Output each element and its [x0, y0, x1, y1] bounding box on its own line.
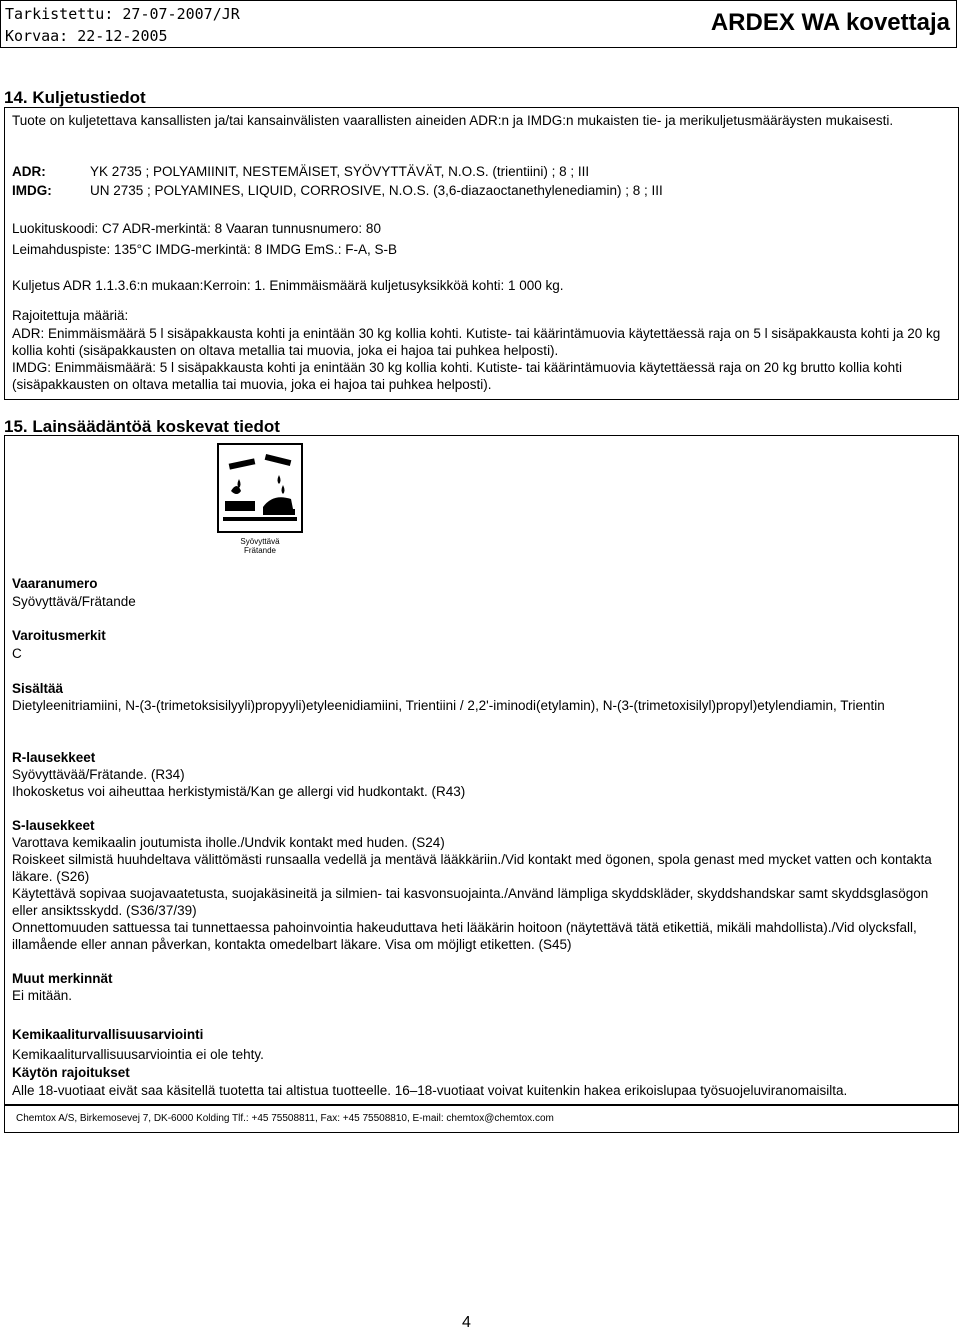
transport-intro: Tuote on kuljetettava kansallisten ja/tai kansainvälisten vaarallisten aineiden ADR:n ja IMDG:n mukaisten tie- ja merikuljetusmääräysten mukaisesti. — [12, 113, 894, 128]
product-title: ARDEX WA kovettaja — [710, 9, 950, 36]
other-markings-heading: Muut merkinnät — [12, 971, 113, 986]
corrosive-icon — [219, 445, 301, 531]
r-phrases-heading: R-lausekkeet — [12, 750, 96, 765]
warning-signs-value: C — [12, 646, 22, 661]
pictogram-label-sv: Frätande — [243, 546, 277, 555]
s-phrase: Roiskeet silmistä huuhdeltava välittömästi runsaalla vedellä ja mentävä lääkkäriin./Vid kontakt med ögonen, spola genast med mycket vatten och kontakta läkare. (S26) — [12, 852, 932, 884]
limited-imdg-text: IMDG: Enimmäismäärä: 5 l sisäpakkausta kohti ja enintään 30 kg kollia kohti. Kutiste- tai käärintämuovia käytettäessä raja on 20 kg brutto kollia kohti (sisäpakkausten on oltava metallia tai muovia, joka ei hajoa tai puhkea helposti). — [12, 360, 902, 392]
imdg-text: UN 2735 ; POLYAMINES, LIQUID, CORROSIVE, N.O.S. (3,6-diazaoctanethylenediamin) ; 8 ; III — [90, 183, 663, 198]
contains-heading: Sisältää — [12, 681, 64, 696]
s-phrase: Varottava kemikaalin joutumista iholle./Undvik kontakt med huden. (S24) — [12, 835, 445, 850]
r-phrase: Ihokosketus voi aiheuttaa herkistymistä/Kan ge allergi vid hudkontakt. (R43) — [12, 784, 466, 799]
s-phrase: Onnettomuuden sattuessa tai tunnettaessa pahoinvointia hakeuduttava heti lääkärin hoitoon (näytettävä tätä etikettiä, mikäli mahdollista)./Vid olycksfall, illamående eller annan påverkan, kontakta omedelbart läkare. Visa om möjligt etiketten. (S45) — [12, 920, 917, 952]
revised-date: Tarkistettu: 27-07-2007/JR — [5, 5, 240, 23]
hazard-number-heading: Vaaranumero — [12, 576, 98, 591]
document-header — [0, 0, 957, 48]
limited-adr-text: ADR: Enimmäismäärä 5 l sisäpakkausta kohti ja enintään 30 kg kollia kohti. Kutiste- tai käärintämuovia käytettäessä raja on 5 l sisäpakkausta kohti ja 20 kg kollia kohti (sisäpakkausten on oltava metallia tai muovia, joka ei hajoa tai puhkea helposti). — [12, 326, 941, 358]
chemical-safety-value: Kemikaaliturvallisuusarviointia ei ole tehty. — [12, 1047, 264, 1062]
section-15-heading: 15. Lainsäädäntöä koskevat tiedot — [4, 417, 280, 436]
limited-quantities-heading: Rajoitettuja määriä: — [12, 308, 129, 323]
contains-value: Dietyleenitriamiini, N-(3-(trimetoksisilyyli)propyyli)etyleenidiamiini, Trientiini / 2,2'-iminodi(etylamin), N-(3-(trimetoxisilyl)propyl)etylendiamin, Trientin — [12, 698, 885, 713]
other-markings-value: Ei mitään. — [12, 988, 73, 1003]
use-restrictions-heading: Käytön rajoitukset — [12, 1065, 130, 1080]
r-phrase: Syövyttävää/Frätande. (R34) — [12, 767, 185, 782]
s-phrases-heading: S-lausekkeet — [12, 818, 95, 833]
page-number: 4 — [462, 1314, 471, 1331]
use-restrictions-value: Alle 18-vuotiaat eivät saa käsitellä tuotetta tai altistua tuotteelle. 16–18-vuotiaat voivat kuitenkin hakea erikoislupaa työsuojeluviranomaisilta. — [12, 1083, 848, 1098]
chemical-safety-heading: Kemikaaliturvallisuusarviointi — [12, 1027, 204, 1042]
company-footer: Chemtox A/S, Birkemosevej 7, DK-6000 Kolding Tlf.: +45 75508811, Fax: +45 75508810, E-mail: chemtox@chemtox.com — [16, 1113, 554, 1124]
transport-quantity-line: Kuljetus ADR 1.1.3.6:n mukaan:Kerroin: 1. Enimmäismäärä kuljetusyksikköä kohti: 1 000 kg. — [12, 278, 564, 293]
adr-label: ADR: — [12, 164, 46, 179]
s-phrase: Käytettävä sopivaa suojavaatetusta, suojakäsineitä ja silmien- tai kasvonsuojainta./Använd lämpliga skyddskläder, skyddshandskar samt skyddsglasögon eller ansiktsskydd. (S36/37/39) — [12, 886, 929, 918]
warning-signs-heading: Varoitusmerkit — [12, 628, 106, 643]
pictogram-label-fi: Syövyttävä — [240, 537, 280, 546]
imdg-label: IMDG: — [12, 183, 52, 198]
replaces-date: Korvaa: 22-12-2005 — [5, 27, 168, 45]
classification-line: Luokituskoodi: C7 ADR-merkintä: 8 Vaaran tunnusnumero: 80 — [12, 221, 381, 236]
flash-point-line: Leimahduspiste: 135°C IMDG-merkintä: 8 IMDG EmS.: F-A, S-B — [12, 242, 398, 257]
hazard-number-value: Syövyttävä/Frätande — [12, 594, 136, 609]
pictogram-label — [217, 537, 303, 555]
section-14-heading: 14. Kuljetustiedot — [4, 88, 146, 107]
adr-text: YK 2735 ; POLYAMIINIT, NESTEMÄISET, SYÖVYTTÄVÄT, N.O.S. (trientiini) ; 8 ; III — [90, 164, 590, 179]
corrosive-pictogram — [217, 443, 303, 533]
